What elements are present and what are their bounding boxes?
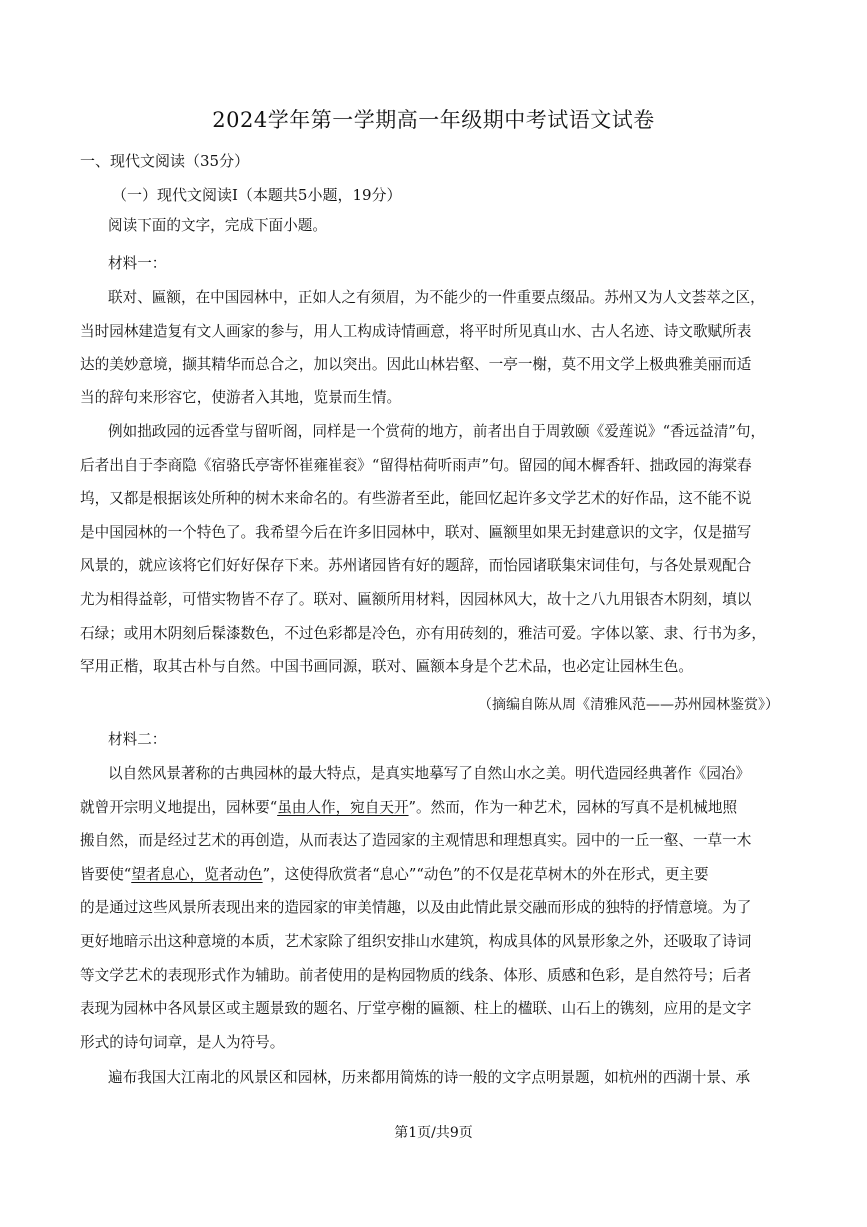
underlined-quote: 虽由人作，宛自天开 <box>277 799 409 816</box>
paragraph-line: 达的美妙意境，撷其精华而总合之，加以突出。因此山林岩壑、一亭一榭，莫不用文学上极典雅美丽而适 <box>80 356 752 373</box>
paragraph-line: 表现为园林中各风景区或主题景致的题名、厅堂亭榭的匾额、柱上的楹联、山石上的镌刻，应用的是文字 <box>80 1000 752 1017</box>
paragraph-line: 风景的，就应该将它们好好保存下来。苏州诸园皆有好的题辞，而怡园诸联集宋词佳句，与各处景观配合 <box>80 557 752 574</box>
paragraph-line: 皆要使“望者息心，览者动色”，这使得欣赏者“息心”“动色”的不仅是花草树木的外在形式，更主要 <box>80 866 709 883</box>
instruction-text: 阅读下面的文字，完成下面小题。 <box>108 217 327 234</box>
paragraph-line: 的是通过这些风景所表现出来的造园家的审美情趣，以及由此情此景交融而形成的独特的抒情意境。为了 <box>80 899 752 916</box>
paragraph-line: 当的辞句来形容它，使游者入其地，览景而生情。 <box>80 389 402 406</box>
exam-title: 2024学年第一学期高一年级期中考试语文试卷 <box>212 108 655 132</box>
material2-label: 材料二： <box>108 731 167 748</box>
paragraph-line: 例如拙政园的远香堂与留听阁，同样是一个赏荷的地方，前者出自于周敦颐《爱莲说》“香远益清”句， <box>108 423 766 440</box>
paragraph-line: 石绿；或用木阴刻后髹漆数色，不过色彩都是冷色，亦有用砖刻的，雅洁可爱。字体以篆、隶、行书为多， <box>80 625 766 642</box>
page-number: 第1页/共9页 <box>394 1125 473 1141</box>
paragraph-line: 遍布我国大江南北的风景区和园林，历来都用简炼的诗一般的文字点明景题，如杭州的西湖十景、承 <box>108 1069 751 1086</box>
section-heading: 一、现代文阅读（35分） <box>80 152 250 170</box>
paragraph-line: 罕用正楷，取其古朴与自然。中国书画同源，联对、匾额本身是个艺术品，也必定让园林生色。 <box>80 658 693 675</box>
paragraph-line: 等文学艺术的表现形式作为辅助。前者使用的是构园物质的线条、体形、质感和色彩，是自然符号；后者 <box>80 967 752 984</box>
paragraph-line: 形式的诗句词章，是人为符号。 <box>80 1034 285 1051</box>
material1-source: （摘编自陈从周《清雅风范——苏州园林鉴赏》） <box>478 697 779 713</box>
paragraph-line: 联对、匾额，在中国园林中，正如人之有须眉，为不能少的一件重要点缀品。苏州又为人文荟萃之区， <box>108 289 765 306</box>
subsection-heading: （一）现代文阅读Ⅰ（本题共5小题，19分） <box>112 186 402 204</box>
paragraph-line: 更好地暗示出这种意境的本质，艺术家除了组织安排山水建筑，构成具体的风景形象之外，还吸取了诗词 <box>80 933 752 950</box>
paragraph-line: 以自然风景著称的古典园林的最大特点，是真实地摹写了自然山水之美。明代造园经典著作《园冶》 <box>108 765 751 782</box>
paragraph-line: 坞，又都是根据该处所种的树木来命名的。有些游者至此，能回忆起许多文学艺术的好作品，这不能不说 <box>80 490 752 507</box>
paragraph-line: 后者出自于李商隐《宿骆氏亭寄怀崔雍崔衮》“留得枯荷听雨声”句。留园的闻木樨香轩、拙政园的海棠春 <box>80 457 752 474</box>
paragraph-line: 就曾开宗明义地提出，园林要“虽由人作，宛自天开”。然而，作为一种艺术，园林的写真不是机械地照 <box>80 799 738 816</box>
paragraph-line: 搬自然，而是经过艺术的再创造，从而表达了造园家的主观情思和理想真实。园中的一丘一壑、一草一木 <box>80 832 752 849</box>
underlined-quote: 望者息心，览者动色 <box>131 866 263 883</box>
paragraph-line: 当时园林建造复有文人画家的参与，用人工构成诗情画意，将平时所见真山水、古人名迹、诗文歌赋所表 <box>80 323 752 340</box>
paragraph-line: 是中国园林的一个特色了。我希望今后在许多旧园林中，联对、匾额里如果无封建意识的文字，仅是描写 <box>80 524 752 541</box>
paragraph-line: 尤为相得益彰，可惜实物皆不存了。联对、匾额所用材料，因园林风大，故十之八九用银杏木阴刻，填以 <box>80 591 752 608</box>
material1-label: 材料一： <box>108 255 167 272</box>
